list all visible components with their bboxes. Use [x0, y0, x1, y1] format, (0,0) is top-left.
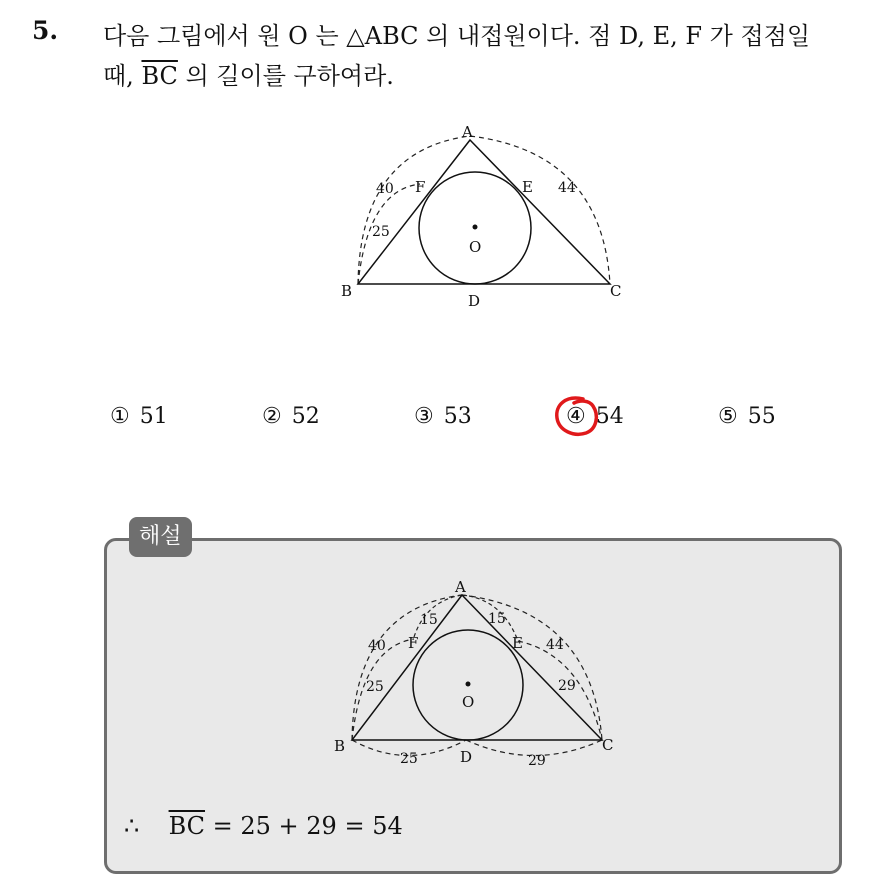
label-f: F: [408, 634, 419, 652]
segment-bc: $\overline{BC}$: [168, 812, 206, 840]
choice-3[interactable]: [414, 404, 472, 429]
length-ac: 44: [558, 180, 576, 196]
choice-number: ③: [414, 404, 434, 429]
label-c: C: [602, 736, 614, 754]
choice-number: ①: [110, 404, 130, 429]
solution-badge: 해설: [129, 517, 192, 557]
label-a: A: [455, 578, 466, 596]
segment-bc: $\overline{BC}$: [141, 62, 178, 90]
length-ce: 29: [558, 678, 576, 694]
length-bf: 25: [372, 224, 390, 240]
length-ac: 44: [546, 637, 564, 653]
label-o: O: [462, 693, 475, 711]
length-ab: 40: [376, 181, 394, 197]
triangle-abc: [358, 140, 610, 284]
label-o: O: [469, 238, 482, 256]
label-e: E: [512, 634, 523, 652]
choice-value: 52: [291, 404, 320, 429]
length-ab: 40: [368, 638, 386, 654]
length-af: 15: [420, 612, 438, 628]
label-b: B: [334, 737, 346, 755]
choice-5[interactable]: [718, 404, 776, 429]
center-point-o: [473, 225, 478, 230]
question-text-suffix: 의 길이를 구하여라.: [185, 62, 394, 90]
label-e: E: [522, 178, 533, 196]
label-d: D: [460, 748, 473, 766]
choice-1[interactable]: [110, 404, 168, 429]
choice-value: 55: [747, 404, 776, 429]
length-bf: 25: [366, 679, 384, 695]
length-ae: 15: [488, 611, 506, 627]
label-b: B: [341, 282, 353, 300]
choice-value: 53: [443, 404, 472, 429]
label-c: C: [610, 282, 622, 300]
question-number: 5.: [32, 16, 59, 45]
choice-2[interactable]: [262, 404, 320, 429]
length-bd: 25: [400, 751, 418, 767]
question-text-line2: [103, 56, 394, 91]
length-dc: 29: [528, 753, 546, 769]
equation-value: = 25 + 29 = 54: [205, 812, 403, 840]
triangle-abc: [352, 595, 602, 740]
choice-number: ⑤: [718, 404, 738, 429]
label-f: F: [415, 178, 426, 196]
choice-value: 51: [139, 404, 168, 429]
choice-number: ④: [566, 404, 586, 429]
therefore-symbol: ∴: [124, 812, 140, 840]
label-d: D: [468, 292, 481, 310]
solution-figure: [330, 575, 620, 775]
center-point-o: [466, 682, 471, 687]
label-a: A: [462, 123, 473, 141]
triangle-figure: [330, 118, 640, 318]
choice-number: ②: [262, 404, 282, 429]
solution-equation: [124, 812, 403, 840]
question-text-prefix: 때,: [103, 62, 134, 90]
choice-value: 54: [595, 404, 624, 429]
question-text-line1: 다음 그림에서 원 O 는 △ABC 의 내접원이다. 점 D, E, F 가 접점일: [103, 22, 811, 50]
answer-mark-icon: [552, 394, 602, 440]
